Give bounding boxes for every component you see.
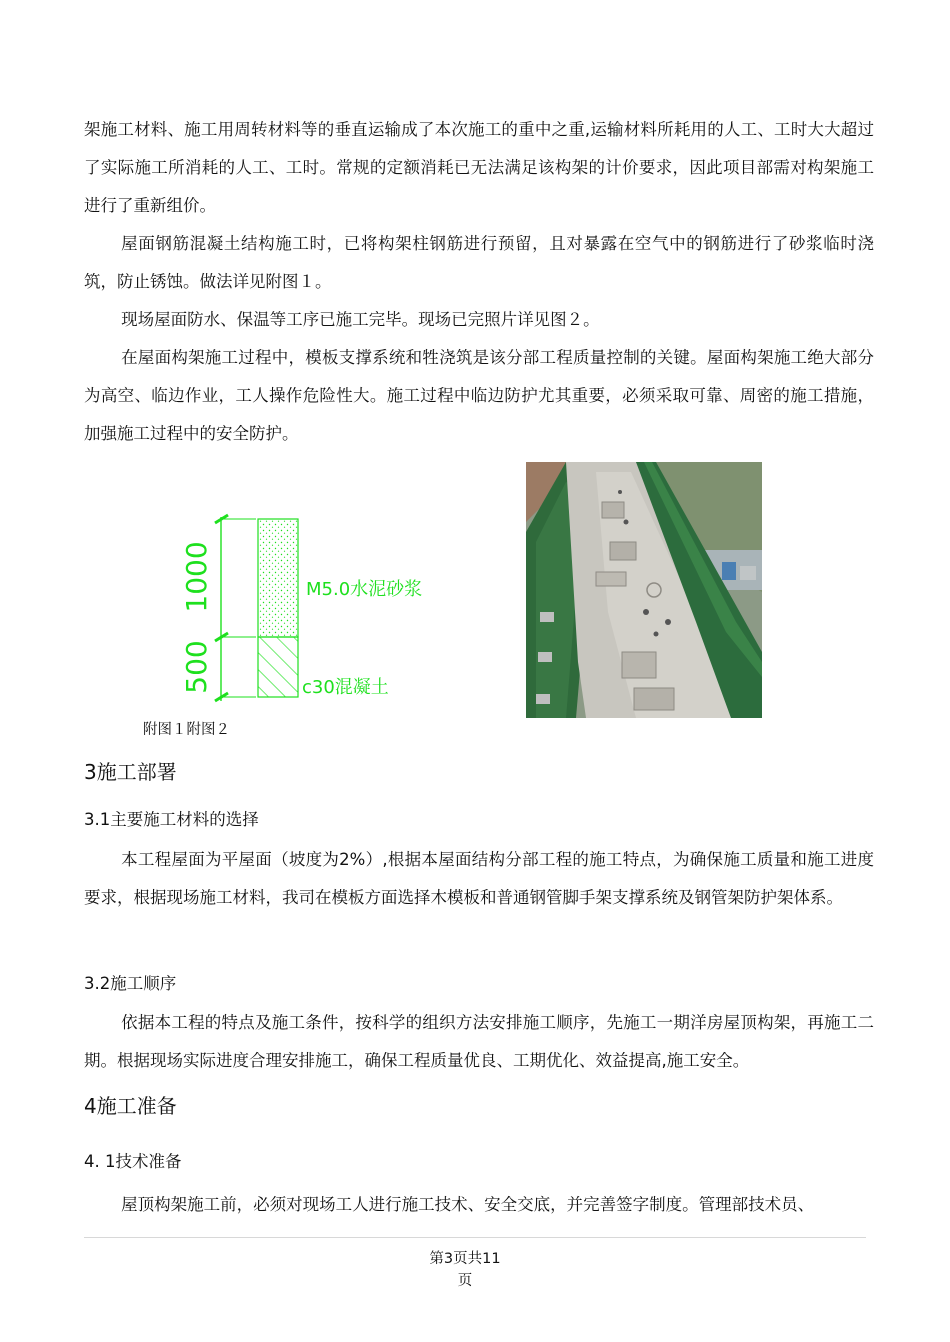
dimension-text-1000: 1000 [180,541,213,613]
footer-divider [84,1237,866,1238]
concrete-block [258,637,298,697]
section-3-1-text: 本工程屋面为平屋面（坡度为2%）,根据本屋面结构分部工程的施工特点，为确保施工质量和施工进度要求，根据现场施工材料，我司在模板方面选择木模板和普通钢管脚手架支撑系统及钢管架防护架体系。 [84,850,874,907]
figure-2-site-photo [526,462,762,718]
mortar-block [258,519,298,637]
figure-1-cad-drawing [178,505,438,715]
page-number-line-1: 第3页共11 [429,1251,501,1267]
label-concrete: c30混凝土 [302,677,389,698]
label-mortar: M5.0水泥砂浆 [306,579,423,600]
figure-caption: 附图１附图２ [143,722,230,738]
section-3-2-heading: 3.2施工顺序 [84,974,177,993]
section-3-2-text: 依据本工程的特点及施工条件，按科学的组织方法安排施工顺序，先施工一期洋房屋顶构架，再施工二期。根据现场实际进度合理安排施工，确保工程质量优良、工期优化、效益提高,施工安全。 [84,1013,874,1070]
paragraph-intro: 架施工材料、施工用周转材料等的垂直运输成了本次施工的重中之重,运输材料所耗用的人工、工时大大超过了实际施工所消耗的人工、工时。常规的定额消耗已无法满足该构架的计价要求，因此项目部需对构架施工进行了重新组价。 [84,120,874,215]
section-3-heading: 3施工部署 [84,760,177,784]
section-3-1-heading: 3.1主要施工材料的选择 [84,810,259,829]
paragraph-rebar: 屋面钢筋混凝土结构施工时，已将构架柱钢筋进行预留，且对暴露在空气中的钢筋进行了砂浆临时浇筑，防止锈蚀。做法详见附图１。 [84,234,874,291]
paragraph-quality: 在屋面构架施工过程中，模板支撑系统和牲浇筑是该分部工程质量控制的关键。屋面构架施工绝大部分为高空、临边作业，工人操作危险性大。施工过程中临边防护尤其重要，必须采取可靠、周密的施工措施，加强施工过程中的安全防护。 [84,348,874,443]
section-4-1-text: 屋顶构架施工前，必须对现场工人进行施工技术、安全交底，并完善签字制度。管理部技术员、 [121,1195,815,1214]
page-number-line-2: 页 [457,1273,473,1289]
dimension-text-500: 500 [180,640,213,694]
page-footer [400,1248,530,1292]
paragraph-waterproof: 现场屋面防水、保温等工序已施工完毕。现场已完照片详见图２。 [121,310,600,329]
section-4-heading: 4施工准备 [84,1094,177,1118]
section-4-1-heading: 4. 1技术准备 [84,1152,182,1171]
